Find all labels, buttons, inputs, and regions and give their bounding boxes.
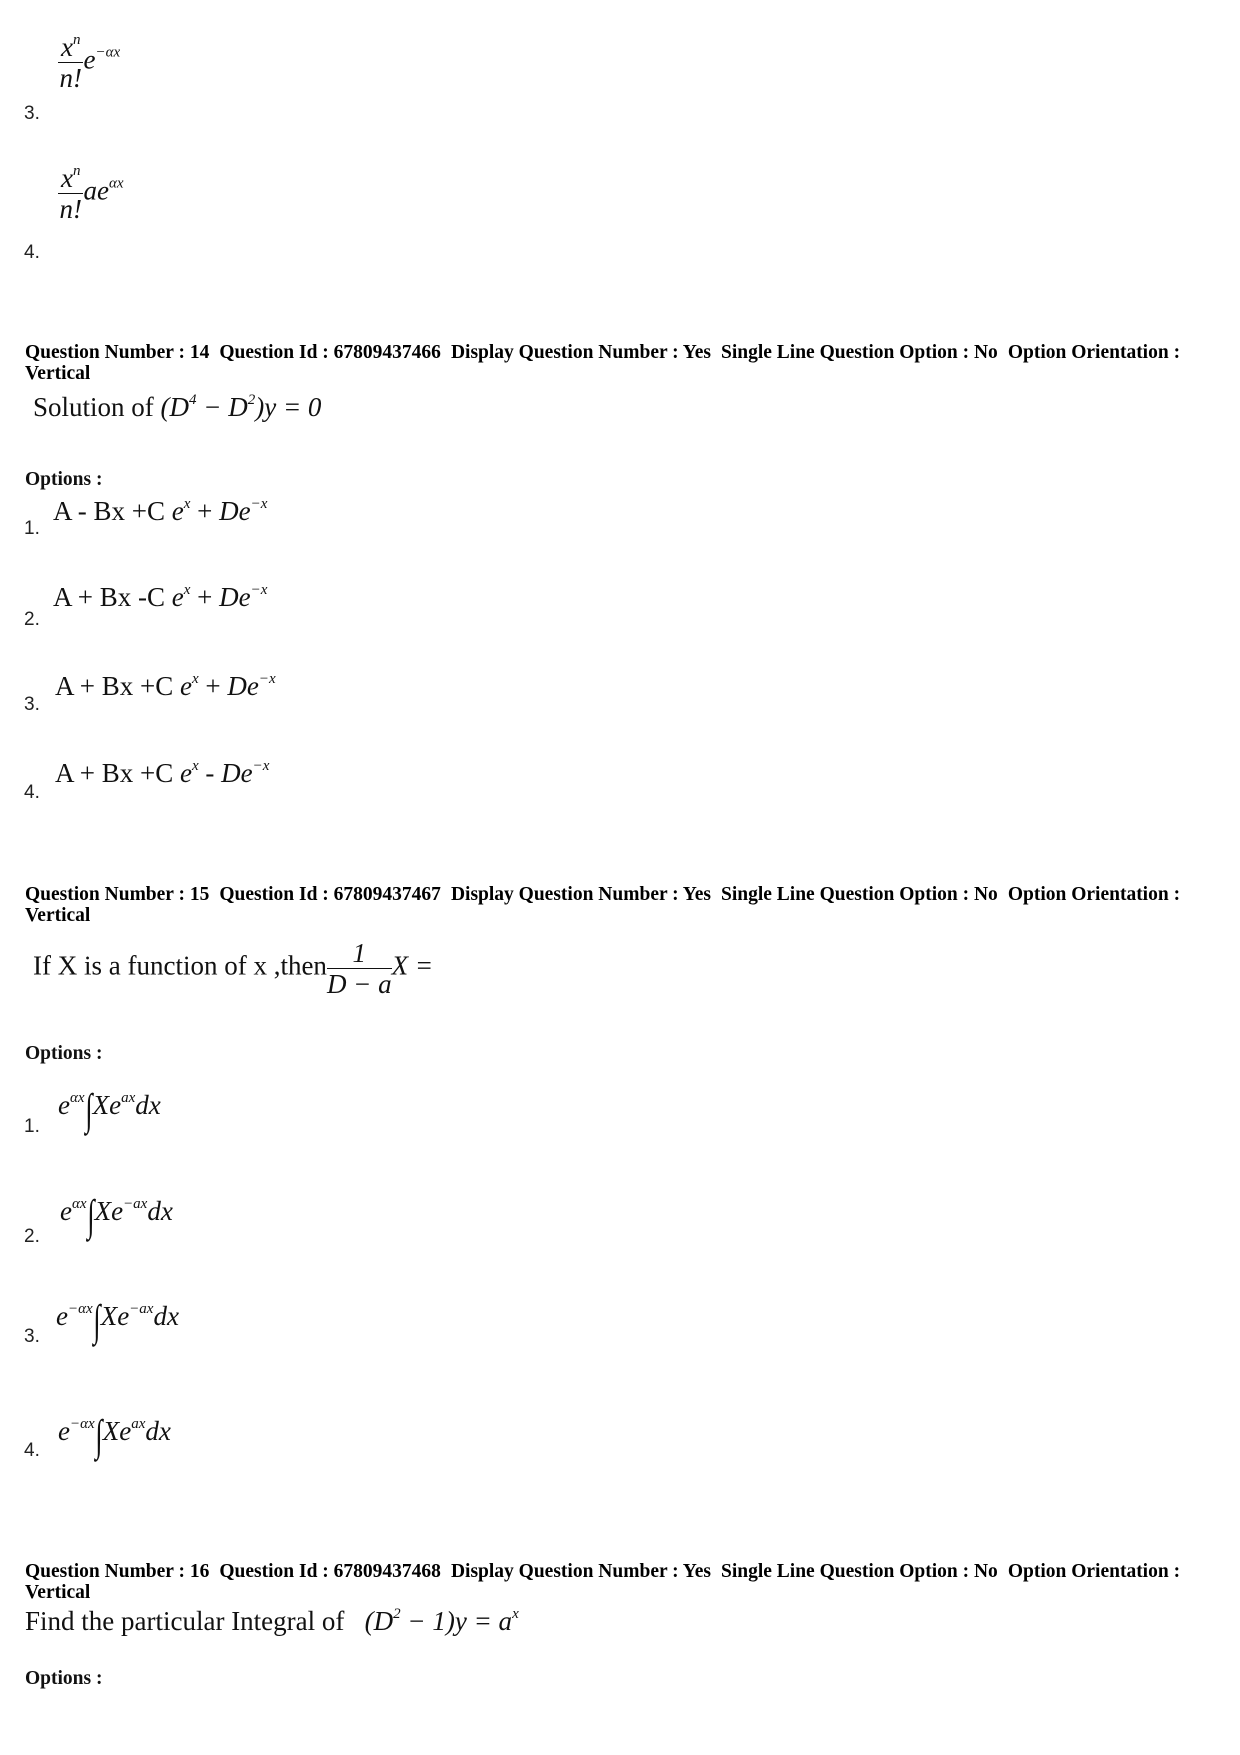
question-16-options-label: Options : — [25, 1668, 103, 1689]
q14-option-2: A + Bx -C $e^x + De^{-x}$ — [53, 582, 268, 612]
q15-option-1: $e^{\alpha x}\int Xe^{ax}dx$ — [58, 1085, 161, 1134]
q14-option-3: A + Bx +C $e^x + De^{-x}$ — [55, 671, 276, 701]
question-14-header: Question Number : 14 Question Id : 67809437466 Display Question Number : Yes Single Line Question Option : No Option Orientation : Vertical — [25, 342, 1181, 384]
question-15-header: Question Number : 15 Question Id : 67809437467 Display Question Number : Yes Single Line Question Option : No Option Orientation : Vertical — [25, 884, 1181, 926]
q15-option-4-number: 4. — [24, 1440, 40, 1461]
prev-option-3-expression: $\frac{x^n}{n!}$ $e^{-\alpha x}$ — [59, 32, 121, 93]
q15-option-3: $e^{-\alpha x}\int Xe^{-ax}dx$ — [56, 1296, 179, 1345]
q14-option-4-number: 4. — [24, 782, 40, 803]
prev-option-4-number: 4. — [24, 242, 40, 263]
question-16-header: Question Number : 16 Question Id : 67809437468 Display Question Number : Yes Single Line Question Option : No Option Orientation : Vertical — [25, 1561, 1181, 1603]
q15-option-3-number: 3. — [24, 1326, 40, 1347]
q14-option-1-number: 1. — [24, 518, 40, 539]
q15-option-1-number: 1. — [24, 1116, 40, 1137]
stem-fraction: $\frac{1}{D - a}$ — [326, 938, 392, 999]
question-15-options-label: Options : — [25, 1043, 103, 1064]
q14-option-3-number: 3. — [24, 694, 40, 715]
q14-option-2-number: 2. — [24, 609, 40, 630]
question-14-options-label: Options : — [25, 469, 103, 490]
question-14-stem: Solution of $(D^4 - D^2)y = 0$ — [33, 392, 322, 422]
q14-option-4: A + Bx +C $e^x - De^{-x}$ — [55, 758, 270, 788]
prev-option-4-expression: $\frac{x^n}{n!}$ $ae^{\alpha x}$ — [59, 163, 124, 224]
q14-option-1: A - Bx +C $e^x + De^{-x}$ — [53, 496, 268, 526]
q15-option-2: $e^{\alpha x}\int Xe^{-ax}dx$ — [60, 1191, 173, 1240]
q15-option-4: $e^{-\alpha x}\int Xe^{ax}dx$ — [58, 1411, 171, 1460]
question-16-stem: Find the particular Integral of $(D^2 - 1)y = a^x$ — [25, 1606, 519, 1636]
q15-option-2-number: 2. — [24, 1226, 40, 1247]
question-15-stem: If X is a function of x ,then $\frac{1}{D - a}$ X = — [33, 938, 434, 999]
prev-option-3-number: 3. — [24, 103, 40, 124]
